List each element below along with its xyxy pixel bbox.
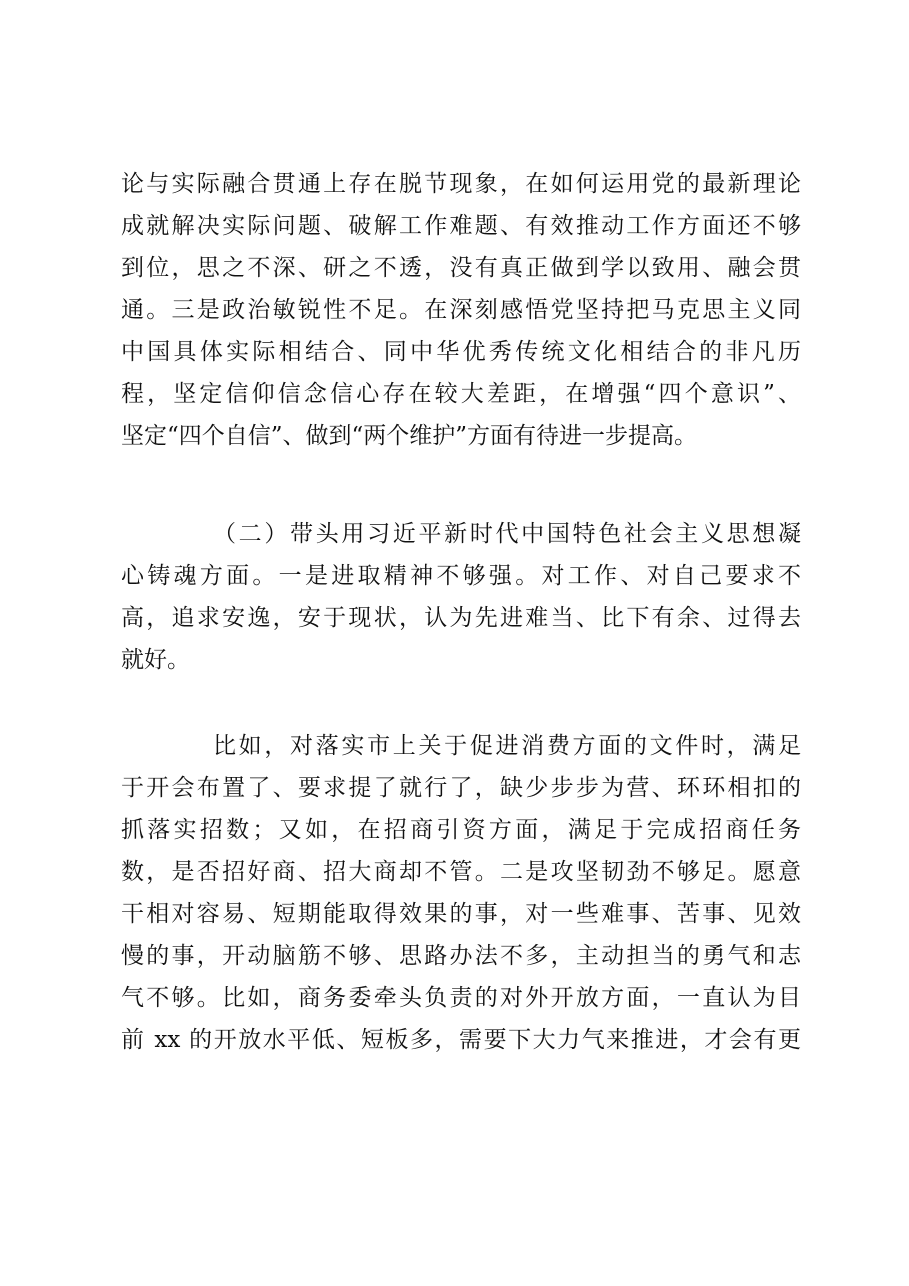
text-line: 就好。 xyxy=(121,647,190,673)
text-line: 干相对容易、短期能取得效果的事，对一些难事、苦事、见效 xyxy=(121,901,801,927)
text-line: 数，是否招好商、招大商却不管。二是攻坚韧劲不够足。愿意 xyxy=(121,859,801,885)
text-line: 坚定“四个自信”、做到“两个维护”方面有待进一步提高。 xyxy=(121,423,698,449)
text-line: 前 xx 的开放水平低、短板多，需要下大力气来推进，才会有更 xyxy=(121,1027,801,1053)
text-line: 通。三是政治敏锐性不足。在深刻感悟党坚持把马克思主义同 xyxy=(121,297,801,323)
text-line: 到位，思之不深、研之不透，没有真正做到学以致用、融会贯 xyxy=(121,255,801,281)
paragraph-1 xyxy=(121,163,801,457)
paragraph-2 xyxy=(121,513,801,681)
text-line: 于开会布置了、要求提了就行了，缺少步步为营、环环相扣的 xyxy=(121,775,801,801)
text-line: 中国具体实际相结合、同中华优秀传统文化相结合的非凡历 xyxy=(121,339,801,365)
text-line: 论与实际融合贯通上存在脱节现象，在如何运用党的最新理论 xyxy=(121,171,801,197)
text-line: 成就解决实际问题、破解工作难题、有效推动工作方面还不够 xyxy=(121,213,801,239)
text-line: 气不够。比如，商务委牵头负责的对外开放方面，一直认为目 xyxy=(121,985,801,1011)
text-line: 高，追求安逸，安于现状，认为先进难当、比下有余、过得去 xyxy=(121,605,801,631)
text-line: 抓落实招数；又如，在招商引资方面，满足于完成招商任务 xyxy=(121,817,801,843)
paragraph-3 xyxy=(121,725,801,1061)
text-line: 慢的事，开动脑筋不够、思路办法不多，主动担当的勇气和志 xyxy=(121,943,801,969)
text-line: 比如，对落实市上关于促进消费方面的文件时，满足 xyxy=(213,733,801,759)
text-line: 程，坚定信仰信念信心存在较大差距，在增强“四个意识”、 xyxy=(121,381,801,407)
section-heading-line: （二）带头用习近平新时代中国特色社会主义思想凝 xyxy=(213,521,801,547)
text-line: 心铸魂方面。一是进取精神不够强。对工作、对自己要求不 xyxy=(121,563,801,589)
